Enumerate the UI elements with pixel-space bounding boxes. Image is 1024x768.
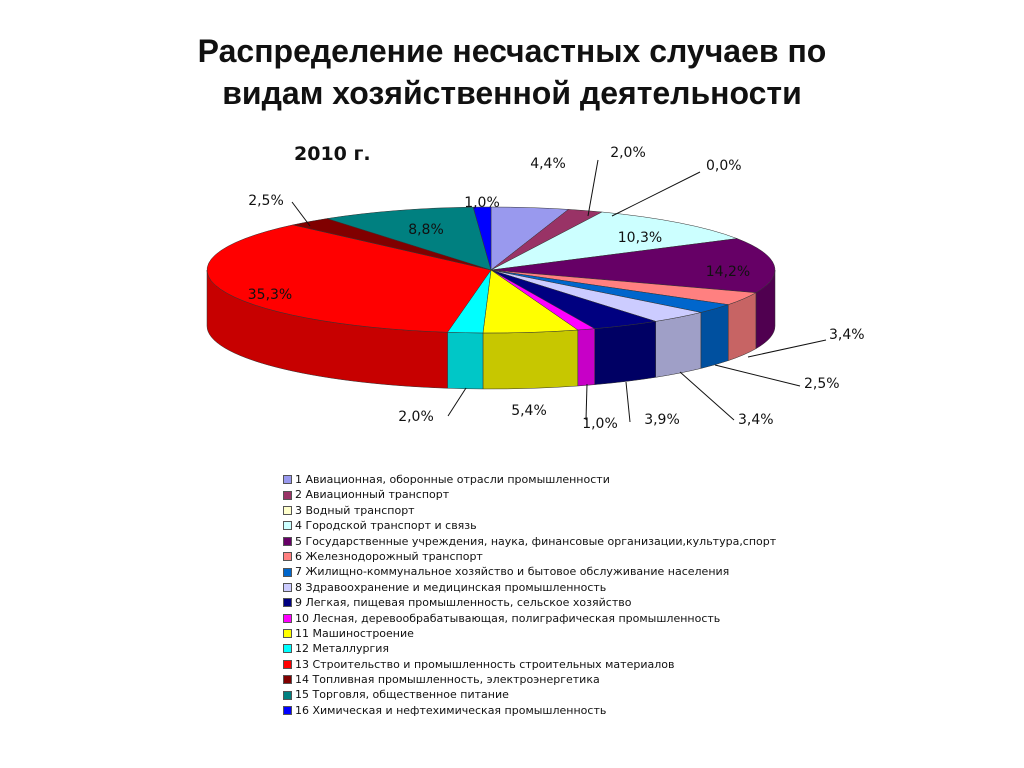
data-label-8: 3,4% [738,412,774,428]
legend-label: 3 Водный транспорт [295,503,415,517]
legend-item-14 [283,672,776,687]
leader-line-12 [448,388,466,416]
legend-item-11 [283,626,776,641]
title-line-1: Распределение несчастных случаев по [197,33,827,69]
leader-line-7 [715,365,800,386]
data-label-15: 8,8% [408,222,444,238]
legend-label: 14 Топливная промышленность, электроэнергетика [295,673,600,687]
legend-swatch [283,644,292,653]
legend-label: 12 Металлургия [295,642,389,656]
legend-swatch [283,598,292,607]
legend-item-15 [283,687,776,702]
legend-item-13 [283,657,776,672]
legend-swatch [283,506,292,515]
legend-label: 10 Лесная, деревообрабатывающая, полиграфическая промышленность [295,611,721,625]
data-label-5: 14,2% [705,264,751,280]
data-label-11: 5,4% [511,403,547,419]
legend-item-5 [283,534,776,549]
pie-slice-side-12 [447,332,482,389]
legend-swatch [283,568,292,577]
legend-label: 6 Железнодорожный транспорт [295,549,483,563]
legend-item-12 [283,641,776,656]
legend-item-8 [283,580,776,595]
legend-swatch [283,583,292,592]
leader-line-8 [680,372,734,420]
legend-item-4 [283,518,776,533]
data-label-16: 1,0% [464,195,500,211]
leader-line-2 [588,160,598,216]
pie-slice-side-10 [578,329,595,386]
legend-swatch [283,629,292,638]
legend-item-9 [283,595,776,610]
data-label-1: 4,4% [530,156,566,172]
legend-item-2 [283,487,776,502]
legend-swatch [283,552,292,561]
data-label-13: 35,3% [247,287,293,303]
legend-label: 1 Авиационная, оборонные отрасли промышленности [295,473,610,486]
legend-label: 9 Легкая, пищевая промышленность, сельское хозяйство [295,596,632,610]
data-label-14: 2,5% [248,193,284,209]
legend-label: 11 Машиностроение [295,626,414,640]
legend-swatch [283,491,292,500]
legend-label: 8 Здравоохранение и медицинская промышленность [295,580,607,594]
legend-item-6 [283,549,776,564]
legend-label: 2 Авиационный транспорт [295,488,450,502]
data-label-12: 2,0% [398,409,434,425]
data-label-7: 2,5% [804,376,840,392]
pie-slice-side-9 [595,321,656,384]
legend-label: 13 Строительство и промышленность строительных материалов [295,657,675,671]
legend-swatch [283,521,292,530]
chart-subtitle: 2010 г. [294,143,371,165]
data-label-10: 1,0% [582,416,618,432]
pie-slice-side-11 [483,330,578,389]
legend-label: 16 Химическая и нефтехимическая промышленность [295,703,607,717]
pie-slice-side-8 [656,312,701,377]
legend-label: 15 Торговля, общественное питание [295,688,509,702]
legend-swatch [283,660,292,669]
data-label-4: 10,3% [617,230,663,246]
data-label-2: 2,0% [610,145,646,161]
pie-slice-side-7 [701,305,728,369]
legend-label: 7 Жилищно-коммунальное хозяйство и бытовое обслуживание населения [295,565,730,579]
legend-swatch [283,706,292,715]
legend-swatch [283,675,292,684]
data-label-6: 3,4% [829,327,865,343]
legend-swatch [283,691,292,700]
data-label-9: 3,9% [644,412,680,428]
legend-label: 4 Городской транспорт и связь [295,519,477,533]
legend-swatch [283,537,292,546]
legend-item-10 [283,611,776,626]
leader-line-3 [612,172,700,216]
legend-swatch [283,614,292,623]
legend-item-3 [283,503,776,518]
leader-line-10 [586,384,587,420]
leader-line-14 [292,202,310,226]
chart-legend [283,472,776,718]
legend-label: 5 Государственные учреждения, наука, финансовые организации,культура,спорт [295,534,777,548]
leader-line-9 [626,382,630,422]
legend-item-7 [283,564,776,579]
legend-item-1 [283,472,776,487]
data-label-3: 0,0% [706,158,742,174]
legend-swatch [283,475,292,484]
legend-item-16 [283,703,776,718]
title-line-2: видам хозяйственной деятельности [222,75,802,111]
